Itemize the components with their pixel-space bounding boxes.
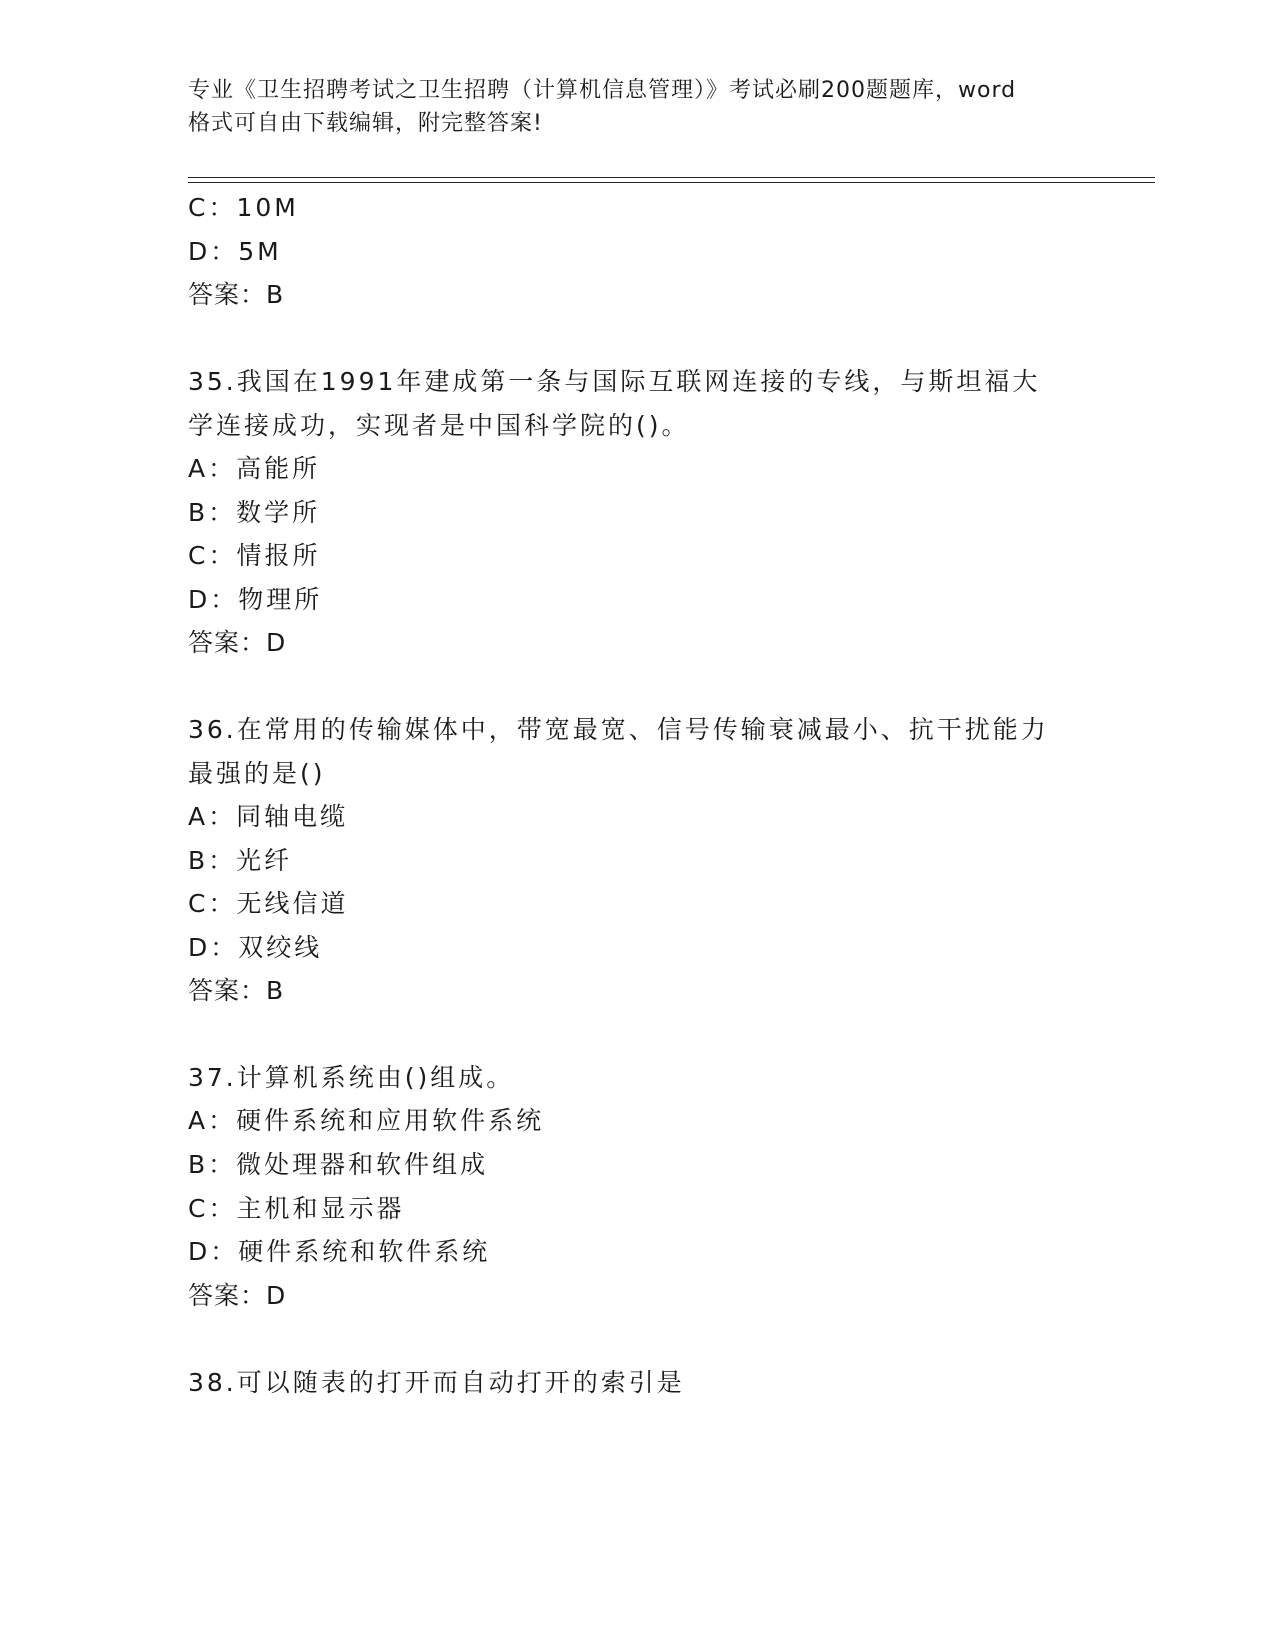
q34-option-d: D：5M xyxy=(188,237,282,266)
q36-option-d: D：双绞线 xyxy=(188,933,323,962)
q37-option-c: C：主机和显示器 xyxy=(188,1194,405,1223)
q35-option-c: C：情报所 xyxy=(188,541,321,570)
header-line-1: 专业《卫生招聘考试之卫生招聘（计算机信息管理）》考试必刷200题题库，word xyxy=(188,78,1017,103)
q36-option-a: A：同轴电缆 xyxy=(188,802,349,831)
q35-option-d: D：物理所 xyxy=(188,585,323,614)
q36-stem-line-2: 最强的是() xyxy=(188,759,326,788)
q35-answer: 答案：D xyxy=(188,628,287,657)
q36-stem-line-1: 36.在常用的传输媒体中，带宽最宽、信号传输衰减最小、抗干扰能力 xyxy=(188,715,1049,744)
document-header xyxy=(188,74,1088,140)
q37-option-a: A：硬件系统和应用软件系统 xyxy=(188,1106,545,1135)
q37-stem-line-1: 37.计算机系统由()组成。 xyxy=(188,1063,515,1092)
q35-option-a: A：高能所 xyxy=(188,454,321,483)
q34-answer: 答案：B xyxy=(188,280,285,309)
q35-stem-line-2: 学连接成功，实现者是中国科学院的()。 xyxy=(188,411,690,440)
q36-option-c: C：无线信道 xyxy=(188,889,349,918)
header-line-2: 格式可自由下载编辑，附完整答案! xyxy=(188,111,543,136)
q35-option-b: B：数学所 xyxy=(188,498,321,527)
q36-answer: 答案：B xyxy=(188,976,285,1005)
q37-option-b: B：微处理器和软件组成 xyxy=(188,1150,489,1179)
header-divider-top xyxy=(188,177,1155,178)
q37-option-d: D：硬件系统和软件系统 xyxy=(188,1237,491,1266)
q37-answer: 答案：D xyxy=(188,1281,287,1310)
q36-option-b: B：光纤 xyxy=(188,846,293,875)
q38-stem-line-1: 38.可以随表的打开而自动打开的索引是 xyxy=(188,1368,685,1397)
header-divider-bottom xyxy=(188,182,1155,183)
q35-stem-line-1: 35.我国在1991年建成第一条与国际互联网连接的专线，与斯坦福大 xyxy=(188,367,1041,396)
q34-option-c: C：10M xyxy=(188,193,299,222)
